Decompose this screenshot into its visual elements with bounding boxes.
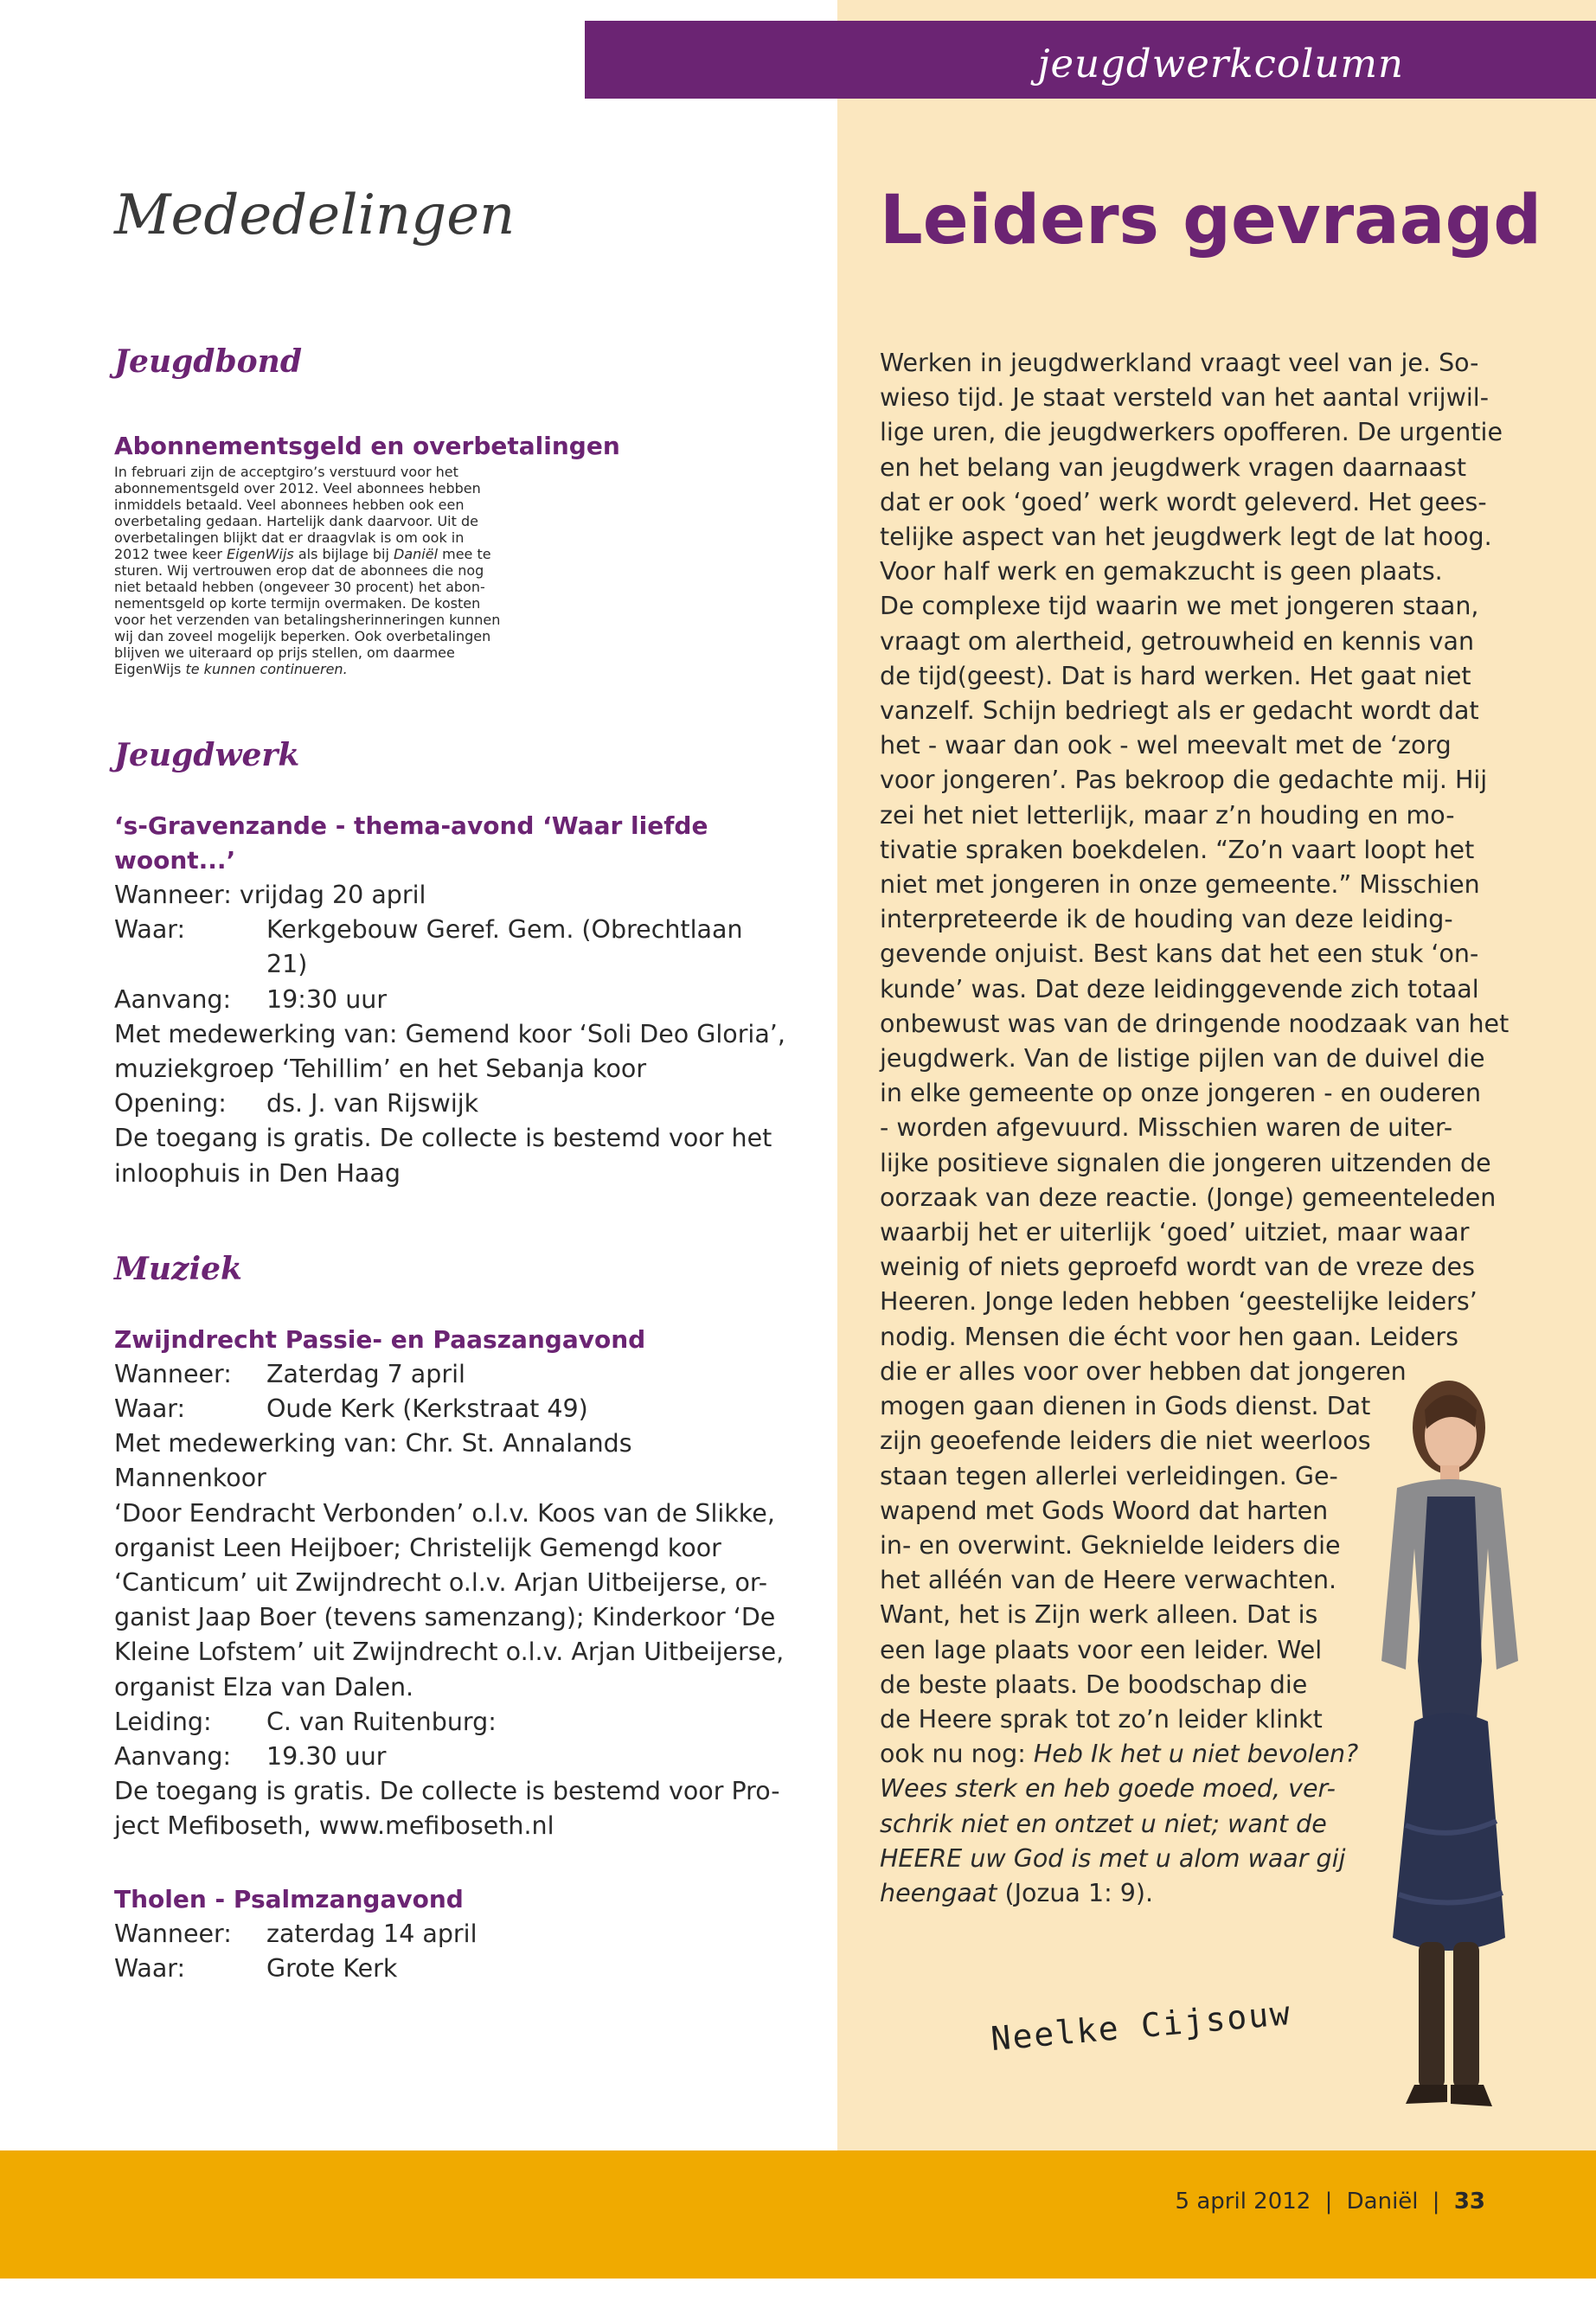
- label-wanneer: Wanneer:: [114, 1919, 232, 1948]
- text-run: gevende onjuist. Best kans dat het een stuk ‘on-: [880, 939, 1479, 969]
- value-aanvang: 19:30 uur: [266, 984, 388, 1014]
- text-line: [114, 595, 789, 612]
- text-line: [880, 589, 1485, 624]
- text-line: [114, 628, 789, 644]
- issue-date: 5 april 2012: [1175, 2189, 1311, 2214]
- text-line: [880, 625, 1485, 659]
- text-run: mogen gaan dienen in Gods dienst. Dat: [880, 1392, 1371, 1421]
- text-run: EigenWijs: [114, 661, 182, 677]
- text-run: niet met jongeren in onze gemeente.” Misschien: [880, 870, 1480, 900]
- footer-separator: |: [1432, 2189, 1440, 2214]
- concert-leader-row: [114, 1705, 789, 1740]
- event-entry-1: De toegang is gratis. De collecte is bestemd voor het: [114, 1124, 772, 1153]
- text-line: [880, 1111, 1485, 1145]
- value-waar: Kerkgebouw Geref. Gem. (Obrechtlaan 21): [266, 915, 743, 979]
- text-line: [880, 833, 1485, 868]
- text-line: [114, 546, 789, 562]
- text-line: [114, 480, 789, 497]
- text-line: [114, 562, 789, 579]
- italic-text: Daniël: [394, 546, 439, 562]
- value-opening: ds. J. van Rijswijk: [266, 1089, 479, 1118]
- text-run: nodig. Mensen die écht voor hen gaan. Leiders: [880, 1322, 1458, 1351]
- text-run: interpreteerde ik de houding van deze leiding-: [880, 905, 1453, 934]
- text-run: vraagt om alertheid, getrouwheid en kennis van: [880, 626, 1475, 656]
- label-aanvang: Aanvang:: [114, 984, 232, 1014]
- label-wanneer: Wanneer:: [114, 1359, 232, 1388]
- text-run: voor het verzenden van betalingsherinneringen kunnen: [114, 612, 501, 628]
- label-waar: Waar:: [114, 1394, 186, 1424]
- section-label: jeugdwerkcolumn: [1037, 41, 1404, 87]
- text-line: [880, 520, 1492, 554]
- tholen-where-row: [114, 1952, 789, 1986]
- text-run: wieso tijd. Je staat versteld van het aantal vrijwil-: [880, 383, 1489, 413]
- italic-text: te kunnen continueren.: [181, 661, 348, 677]
- text-run: wapend met Gods Woord dat harten: [880, 1496, 1329, 1525]
- text-line: [880, 1146, 1491, 1181]
- text-line: [114, 612, 789, 628]
- text-run: 2012 twee keer: [114, 546, 227, 562]
- text-run: overbetalingen blijkt dat er draagvlak is om ook in: [114, 529, 465, 546]
- woman-photo: [1345, 1375, 1561, 2128]
- concert-where-row: [114, 1392, 789, 1426]
- text-run: zijn geoefende leiders die niet weerloos: [880, 1426, 1371, 1456]
- text-line: [114, 529, 789, 546]
- text-run: Heeren. Jonge leden hebben ‘geestelijke leiders’: [880, 1287, 1477, 1317]
- text-line: Kleine Lofstem’ uit Zwijndrecht o.l.v. Arjan Uitbeijerse,: [114, 1638, 785, 1667]
- text-run: nementsgeld op korte termijn overmaken. De kosten: [114, 595, 481, 612]
- section-heading-muziek: Muziek: [114, 1250, 242, 1287]
- text-run: tivatie spraken boekdelen. “Zo’n vaart loopt het: [880, 835, 1475, 864]
- value-waar: Grote Kerk: [266, 1953, 398, 1983]
- label-waar: Waar:: [114, 1953, 186, 1983]
- text-run: telijke aspect van het jeugdwerk legt de lat hoog.: [880, 522, 1492, 552]
- italic-text: EigenWijs: [226, 546, 294, 562]
- event-entry-2: inloophuis in Den Haag: [114, 1158, 401, 1188]
- text-run: sturen. Wij vertrouwen erop dat de abonnees die nog: [114, 562, 484, 579]
- text-run: en het belang van jeugdwerk vragen daarnaast: [880, 452, 1467, 482]
- text-run: staan tegen allerlei verleidingen. Ge-: [880, 1461, 1338, 1490]
- text-run: dat er ook ‘goed’ werk wordt geleverd. Het gees-: [880, 487, 1487, 516]
- event-when: Wanneer: vrijdag 20 april: [114, 881, 426, 909]
- text-run: Want, het is Zijn werk alleen. Dat is: [880, 1600, 1318, 1630]
- text-line: [880, 381, 1489, 415]
- text-line: [880, 415, 1503, 450]
- event-contributors-2: muziekgroep ‘Tehillim’ en het Sebanja koor: [114, 1054, 647, 1084]
- text-run: in- en overwint. Geknielde leiders die: [880, 1530, 1341, 1560]
- value-wanneer: Zaterdag 7 april: [266, 1359, 465, 1388]
- concert-when-row: [114, 1357, 789, 1392]
- concert-start-row: [114, 1740, 789, 1774]
- page-title-column: Leiders gevraagd: [880, 182, 1542, 260]
- text-run: In februari zijn de acceptgiro’s verstuurd voor het: [114, 464, 458, 480]
- text-run: overbetaling gedaan. Hartelijk dank daarvoor. Uit de: [114, 513, 478, 529]
- text-line: [880, 554, 1485, 589]
- tholen-when-row: [114, 1917, 789, 1952]
- text-run: onbewust was van de dringende noodzaak van het: [880, 1009, 1509, 1038]
- concert-entry-2: ject Mefiboseth, www.mefiboseth.nl: [114, 1811, 554, 1841]
- italic-text: heengaat: [880, 1878, 997, 1907]
- footer-info: [1176, 2189, 1485, 2214]
- text-run: jeugdwerk. Van de listige pijlen van de duivel die: [880, 1044, 1485, 1074]
- text-line: [880, 1215, 1485, 1250]
- text-line: [880, 1042, 1485, 1076]
- announcements-column: [114, 339, 789, 1986]
- text-line: organist Elza van Dalen.: [114, 1672, 414, 1702]
- text-line: [114, 497, 789, 513]
- text-run: die er alles voor over hebben dat jongeren: [880, 1356, 1407, 1386]
- italic-text: Heb Ik het u niet bevolen?: [1033, 1740, 1359, 1769]
- text-line: [880, 346, 1485, 381]
- italic-text: Wees sterk en heb goede moed, ver-: [880, 1774, 1336, 1804]
- concert-entry-1: De toegang is gratis. De collecte is bestemd voor Pro-: [114, 1777, 780, 1806]
- footer-separator: |: [1324, 2189, 1333, 2214]
- text-line: [114, 513, 789, 529]
- text-run: weinig of niets geproefd wordt van de vreze des: [880, 1253, 1475, 1282]
- text-run: de Heere sprak tot zo’n leider klinkt: [880, 1704, 1323, 1734]
- page-footer: [0, 2150, 1596, 2279]
- text-line: [880, 1076, 1485, 1111]
- text-line: [880, 659, 1485, 694]
- text-line: [114, 644, 789, 661]
- label-opening: Opening:: [114, 1089, 227, 1118]
- subheading-zwijndrecht: Zwijndrecht Passie- en Paaszangavond: [114, 1324, 646, 1354]
- magazine-name: Daniël: [1346, 2189, 1419, 2214]
- text-line: [880, 868, 1485, 902]
- text-run: Voor half werk en gemakzucht is geen plaats.: [880, 557, 1443, 586]
- italic-text: HEERE uw God is met u alom waar gij: [880, 1843, 1346, 1873]
- text-line: [114, 661, 789, 677]
- text-run: mee te: [438, 546, 491, 562]
- text-run: blijven we uiteraard op prijs stellen, om daarmee: [114, 644, 455, 661]
- text-run: ook nu nog:: [880, 1740, 1034, 1769]
- subheading-tholen: Tholen - Psalmzangavond: [114, 1884, 464, 1913]
- section-banner: [585, 21, 1596, 99]
- text-run: als bijlage bij: [293, 546, 394, 562]
- author-signature: Neelke Cijsouw: [989, 1993, 1293, 2059]
- value-leiding: C. van Ruitenburg:: [266, 1707, 497, 1736]
- text-run: wij dan zoveel mogelijk beperken. Ook overbetalingen: [114, 628, 491, 644]
- text-run: abonnementsgeld over 2012. Veel abonnees hebben: [114, 480, 481, 497]
- subheading-abonnementsgeld: Abonnementsgeld en overbetalingen: [114, 432, 620, 460]
- text-line: [880, 728, 1485, 763]
- text-line: [880, 972, 1485, 1007]
- text-run: kunde’ was. Dat deze leidinggevende zich totaal: [880, 974, 1479, 1003]
- text-line: ‘Door Eendracht Verbonden’ o.l.v. Koos van de Slikke,: [114, 1498, 775, 1528]
- text-run: in elke gemeente op onze jongeren - en ouderen: [880, 1079, 1482, 1108]
- text-line: [114, 579, 789, 595]
- text-run: (Jozua 1: 9).: [997, 1878, 1154, 1907]
- text-line: [880, 1007, 1509, 1042]
- text-line: [880, 902, 1485, 937]
- italic-text: schrik niet en ontzet u niet; want de: [880, 1809, 1327, 1838]
- text-line: [114, 464, 789, 480]
- page-title-mededelingen: Mededelingen: [114, 183, 516, 247]
- text-line: [880, 763, 1488, 798]
- text-line: ‘Canticum’ uit Zwijndrecht o.l.v. Arjan Uitbeijerse, or-: [114, 1568, 768, 1598]
- text-line: ganist Jaap Boer (tevens samenzang); Kinderkoor ‘De: [114, 1603, 776, 1632]
- section-heading-jeugdwerk: Jeugdwerk: [114, 737, 300, 773]
- text-run: inmiddels betaald. Veel abonnees hebben ook een: [114, 497, 465, 513]
- text-run: het alléén van de Heere verwachten.: [880, 1566, 1337, 1595]
- text-line: [880, 451, 1485, 485]
- text-run: oorzaak van deze reactie. (Jonge) gemeenteleden: [880, 1183, 1497, 1212]
- text-line: [880, 798, 1485, 833]
- text-run: zei het niet letterlijk, maar z’n houding en mo-: [880, 800, 1455, 830]
- text-run: waarbij het er uiterlijk ‘goed’ uitziet, maar waar: [880, 1218, 1470, 1247]
- text-run: een lage plaats voor een leider. Wel: [880, 1635, 1323, 1664]
- text-run: De complexe tijd waarin we met jongeren staan,: [880, 592, 1479, 621]
- value-wanneer: zaterdag 14 april: [266, 1919, 478, 1948]
- text-run: de tijd(geest). Dat is hard werken. Het gaat niet: [880, 661, 1471, 690]
- text-line: organist Leen Heijboer; Christelijk Gemengd koor: [114, 1533, 721, 1562]
- concert-contributors: [114, 1426, 789, 1705]
- text-run: voor jongeren’. Pas bekroop die gedachte mij. Hij: [880, 766, 1488, 795]
- label-aanvang: Aanvang:: [114, 1742, 232, 1772]
- section-heading-jeugdbond: Jeugdbond: [114, 343, 302, 380]
- text-line: [880, 694, 1485, 728]
- label-waar: Waar:: [114, 915, 186, 945]
- text-line: Met medewerking van: Chr. St. Annalands Mannenkoor: [114, 1429, 632, 1493]
- jeugdbond-body: [114, 464, 789, 677]
- text-run: Werken in jeugdwerkland vraagt veel van je. So-: [880, 349, 1479, 377]
- text-run: - worden afgevuurd. Misschien waren de uiter-: [880, 1113, 1453, 1143]
- text-line: [880, 1250, 1485, 1285]
- label-leiding: Leiding:: [114, 1707, 212, 1736]
- text-line: [880, 1285, 1485, 1319]
- text-run: vanzelf. Schijn bedriegt als er gedacht wordt dat: [880, 696, 1479, 726]
- text-run: lijke positieve signalen die jongeren uitzenden de: [880, 1148, 1491, 1177]
- text-line: [880, 485, 1485, 520]
- text-run: lige uren, die jeugdwerkers opofferen. De urgentie: [880, 418, 1503, 447]
- event-contributors-1: Met medewerking van: Gemend koor ‘Soli Deo Gloria’,: [114, 1019, 785, 1048]
- text-line: [880, 1181, 1497, 1215]
- text-run: het - waar dan ook - wel meevalt met de ‘zorg: [880, 731, 1452, 760]
- text-run: niet betaald hebben (ongeveer 30 procent) het abon-: [114, 579, 485, 595]
- text-line: [880, 1320, 1485, 1355]
- subheading-gravenzande: ‘s-Gravenzande - thema-avond ‘Waar liefde woont...’: [114, 811, 708, 875]
- page-number: 33: [1453, 2189, 1485, 2214]
- event-start-row: [114, 983, 789, 1017]
- text-run: de beste plaats. De boodschap die: [880, 1670, 1308, 1699]
- value-waar: Oude Kerk (Kerkstraat 49): [266, 1394, 588, 1424]
- text-line: [880, 937, 1485, 971]
- event-where-row: [114, 913, 789, 982]
- value-aanvang: 19.30 uur: [266, 1742, 387, 1772]
- event-opening-row: [114, 1086, 789, 1121]
